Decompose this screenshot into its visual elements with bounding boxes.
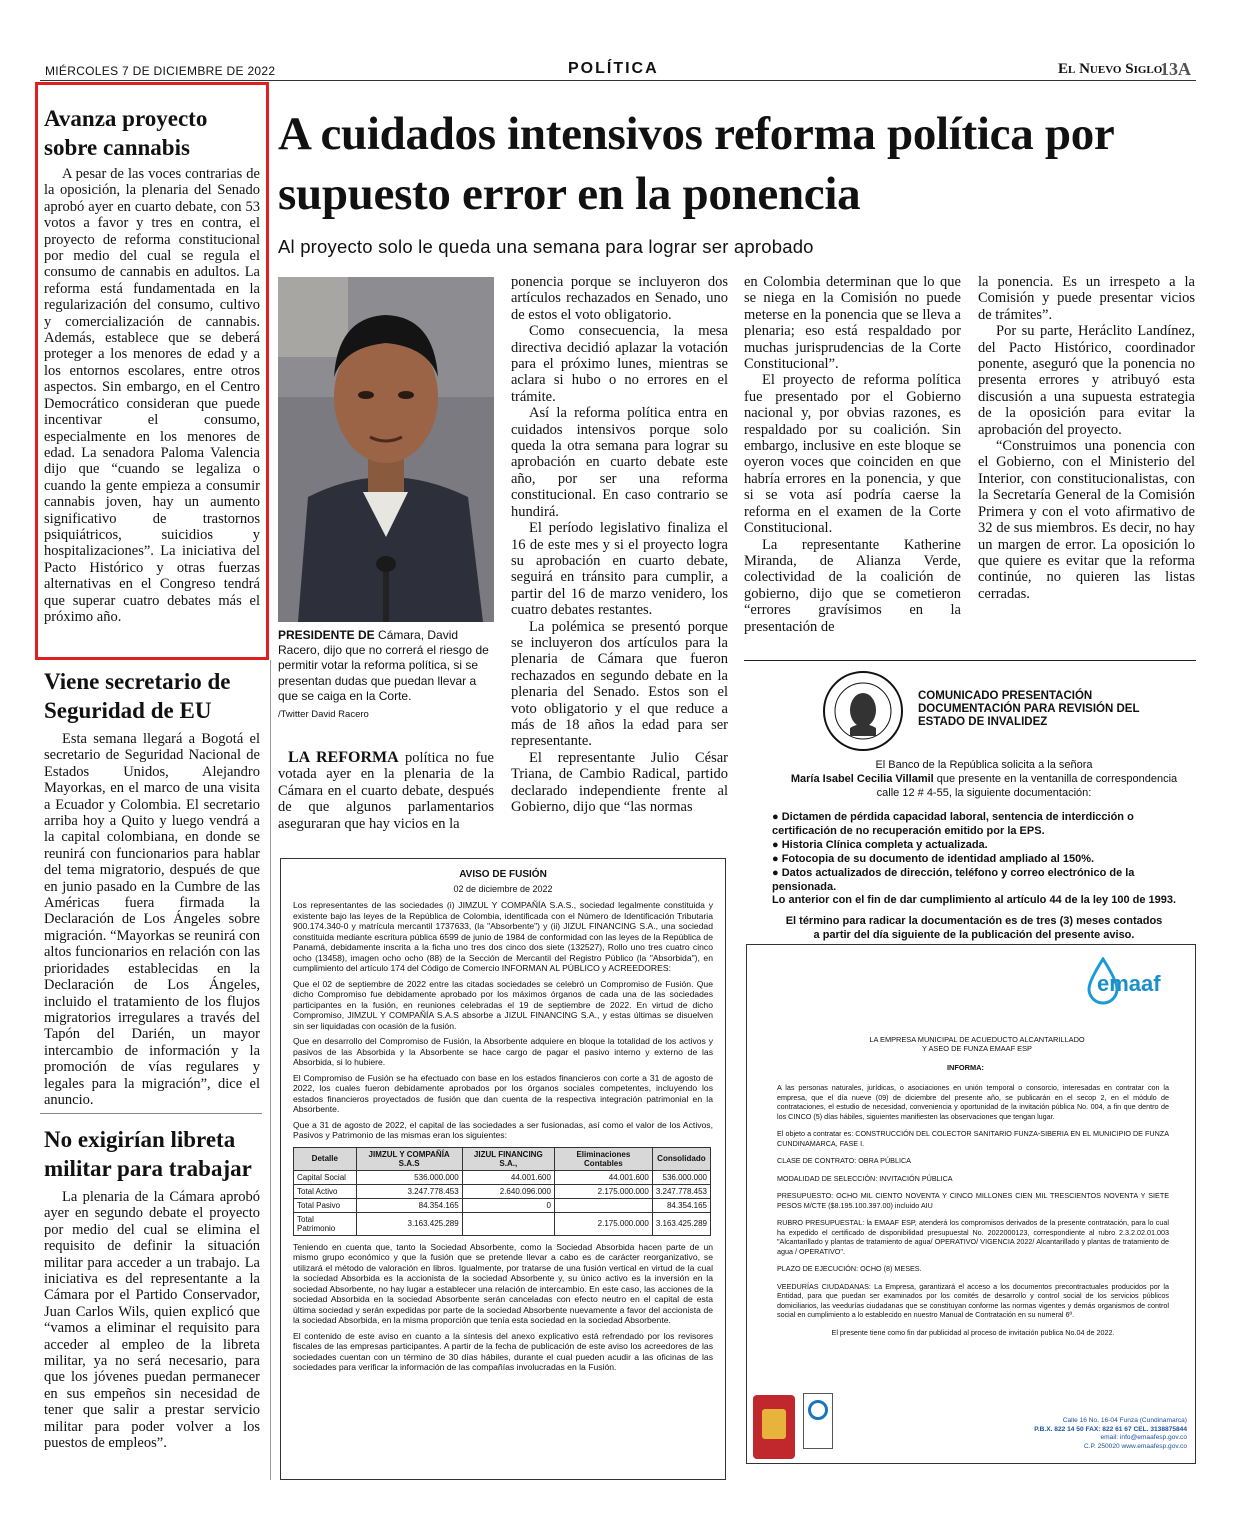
ad-paragraph: Que en desarrollo del Compromiso de Fusión, la Absorbente adquiere en bloque la totalidad de los activos y pasivos de las Absorbida y la Absorbente se hace cargo de pagar el pasivo interno y externo de las Absorbida, si lo hubiere. [293,1036,713,1067]
ad-aviso-fusion [280,858,726,1480]
photo-caption [278,628,494,722]
section-name: POLÍTICA [568,60,659,77]
banco-seal-icon [822,670,904,752]
header-rule [40,80,1196,81]
table-cell [554,1198,652,1212]
table-cell: 44.001.600 [462,1170,554,1184]
funza-shield-icon [753,1395,795,1459]
table-cell: 2.640.096.000 [462,1184,554,1198]
main-deck: Al proyecto solo le queda una semana para lograr ser aprobado [278,236,814,257]
table-row [294,1184,711,1198]
table-cell: 536.000.000 [356,1170,462,1184]
banco-intro [784,758,1184,800]
paragraph: Por su parte, Heráclito Landínez, del Pacto Histórico, coordinador ponente, aseguró que la ponencia no presenta errores y atribuyó esta discusión a una supuesta estrategia de la oposición para evitar la aprobación del proyecto. [978,323,1195,438]
caption-lead: PRESIDENTE DE [278,628,375,642]
caption-credit: /Twitter David Racero [278,709,369,721]
table-header: Eliminaciones Contables [554,1147,652,1170]
table-header: Consolidado [652,1147,710,1170]
ad-paragraph: Que a 31 de agosto de 2022, el capital de las sociedades a ser fusionadas, así como el valor de los Activos, Pasivos y Patrimonio de las mismas eran los siguientes: [293,1119,713,1140]
paragraph: El representante Julio César Triana, de Cambio Radical, partido declarado independiente frente al Gobierno, dijo que “las normas [511,749,728,815]
brief-body: Esta semana llegará a Bogotá el secretario de Seguridad Nacional de Estados Unidos, Alejandro Mayorkas, en el marco de una visita a Ecuador y Colombia. El secretario arriba hoy a Quito y luego vendrá a la capital colombiana, en donde se reunirá con funcionarios para hablar del tema migratorio, después de que en junio pasado en la Cumbre de las Américas fuera firmada la Declaración de Los Ángeles sobre migración. “Mayorkas se reunirá con altos funcionarios en relación con las prioridades establecidas en la Declaración de Los Ángeles, incluido el tratamiento de los flujos migratorios irregulares a través del Tapón del Darién, un mayor intercambio de información y la promoción de vías regulares y legales para la migración”, dice el anuncio. [44,731,260,1108]
article-col-4 [978,274,1195,602]
recipient-name: María Isabel Cecilia Villamil [790,773,934,785]
paragraph: “Construimos una ponencia con el Gobierno, con el Ministerio del Interior, con constitucionalistas, con la Secretaría General de la Comisión Primera y con el voto afirmativo de 32 de sus miembros. Es decir, no hay un margen de error. La oposición lo que quiere es evitar que la reforma continúe, no quieren las listas cerradas. [978,438,1195,602]
table-cell [462,1212,554,1235]
emaaf-org: LA EMPRESA MUNICIPAL DE ACUEDUCTO ALCANTARILLADO Y ASEO DE FUNZA EMAAF ESP [869,1035,1085,1053]
banco-title: COMUNICADO PRESENTACIÓN DOCUMENTACIÓN PARA REVISIÓN DEL ESTADO DE INVALIDEZ [918,690,1140,728]
ad-paragraph: RUBRO PRESUPUESTAL: la EMAAF ESP, atenderá los compromisos derivados de la presente contratación, para lo cual ha expedido el certificado de disponibilidad presupuestal No. 2022000123, correspondiente al rubro 2.3.2.02.01.003 "Alcantarillado y plantas de tratamiento de agua/ OPERATIVO/ VIGENCIA 2022/ Alcantarillado y plantas de tratamiento de agua / OPERATIVO". [777,1218,1169,1256]
ad-emaaf [746,944,1196,1464]
ad-paragraph: A las personas naturales, jurídicas, o asociaciones en unión temporal o consorcio, interesadas en contratar con la empresa, que el día nueve (09) de diciembre del presente año, se publicarán en el secop 2, en el módulo de contrataciones, el estudio de necesidad, conveniencia y oportunidad de la invitación pública No. 004, a fin que dentro de los CINCO (5) días hábiles, siguientes manifiesten las observaciones que tengan lugar. [777,1083,1169,1121]
table-cell: 44.001.600 [554,1170,652,1184]
brief-body: A pesar de las voces contrarias de la oposición, la plenaria del Senado aprobó ayer en cuarto debate, con 53 votos a favor y tres en contra, el proyecto de reforma constitucional por medio del cual se regula el consumo de cannabis en adultos. La reforma está fundamentada en la regularización del consumo, cultivo y comercialización de cannabis. Además, establece que se deberá proteger a los menores de edad y a los entornos escolares, entre otros aspectos. Sin embargo, en el Centro Democrático consideran que puede incentivar el consumo, especialmente en los menores de edad. La senadora Paloma Valencia dijo que “cuando se legaliza o cuando la gente empieza a consumir cannabis joven, hay un aumento significativo de trastornos psiquiátricos, suicidios y hospitalizaciones”. La iniciativa del Pacto Histórico y otras fuerzas alternativas en el Congreso tendrá que superar cuatro debates más el próximo año. [44,166,260,625]
table-row [294,1212,711,1235]
emaaf-body [777,1083,1169,1337]
brief-title: Viene secretario de Seguridad de EU [44,669,231,723]
paragraph: Como consecuencia, la mesa directiva decidió aplazar la votación para el próximo lunes, mientras se aclara si hubo o no errores en el trámite. [511,323,728,405]
table-cell: 84.354.165 [356,1198,462,1212]
ad-paragraph: Los representantes de las sociedades (i) JIMZUL Y COMPAÑÍA S.A.S., sociedad legalmente constituida y existente bajo las leyes de la República de Colombia, identificada con el Número de Identificación Tributaria 900.174.340-0 y matrícula mercantil 1737633, (la "Absorbente") y (ii) JIZUL FINANCING S.A., una sociedad constituida mediante escritura pública 6599 de junio de 1984 de conformidad con las leyes de la República de Panamá, debidamente inscrita a la ficha uno tres dos cinco dos siete (132527), Rollo uno tres cuatro cinco ocho (13458), imagen ocho ocho (88) de la Sección de Mercantil del Registro Público (la "Absorbida"), en cumplimiento del artículo 174 del Código de Comercio INFORMAN AL PÚBLICO y ACREEDORES: [293,900,713,973]
table-row [294,1198,711,1212]
brief-title: Avanza proyecto sobre cannabis [44,106,208,160]
ad-paragraph: PRESUPUESTO: OCHO MIL CIENTO NOVENTA Y CINCO MILLONES CIEN MIL TRESCIENTOS NOVENTA Y SIETE PESOS M/CTE ($8.195.100.397.00) incluido AIU [777,1191,1169,1210]
list-item: ● Fotocopia de su documento de identidad ampliado al 150%. [772,853,1095,865]
ad-banco-republica [744,664,1196,944]
table-cell: 84.354.165 [652,1198,710,1212]
iso-cert-icon [803,1393,833,1449]
page-number: 13A [1160,59,1191,79]
table-header: JIMZUL Y COMPAÑÍA S.A.S [356,1147,462,1170]
ad-paragraph: PLAZO DE EJECUCIÓN: OCHO (8) MESES. [777,1264,922,1273]
brief-security [44,667,260,1108]
table-header: JIZUL FINANCING S.A., [462,1147,554,1170]
ad-divider [744,660,1196,661]
list-item: ● Historia Clínica completa y actualizada. [772,839,988,851]
ad-date: 02 de diciembre de 2022 [453,884,553,894]
table-cell: 3.247.778.453 [652,1184,710,1198]
contact-line: Calle 16 No. 16-04 Funza (Cundinamarca) [1062,1417,1187,1424]
caption-text: Cámara, David Racero, dijo que no correrá el riesgo de permitir votar la reforma política, si se presentan dudas que puedan llevar a que se caiga en la Corte. [278,628,489,703]
ad-paragraph: MODALIDAD DE SELECCIÓN: INVITACIÓN PÚBLICA [777,1173,953,1183]
portrait-illustration [278,277,494,622]
article-col-2 [511,274,728,815]
table-header-row [294,1147,711,1170]
table-cell: Total Pasivo [294,1198,357,1212]
paragraph: La polémica se presentó porque se incluyeron dos artículos para la plenaria de Cámara que fueron rechazados en segundo debate en la plenaria del Senado. Estos son el voto obligatorio y el que reduce a más de 18 años la edad para ser representante. [511,618,728,750]
paragraph: la ponencia. Es un irrespeto a la Comisión y puede presentar vicios de trámites”. [978,274,1195,323]
paragraph: El período legislativo finaliza el 16 de este mes y si el proyecto logra su aprobación en cuarto debate, seguirá en tránsito para cumplir, a partir del 16 de marzo venidero, los cuatro debates restantes. [511,520,728,619]
ad-title: AVISO DE FUSIÓN [459,869,547,880]
banco-footer-1: Lo anterior con el fin de dar cumplimiento al artículo 44 de la ley 100 de 1993. [771,894,1177,906]
emaaf-logo-text: emaaf [1097,971,1161,996]
paragraph: El proyecto de reforma política fue presentado por el Gobierno nacional y, por obvias razones, es respaldado por su coalición. Sin embargo, inclusive en este bloque se oyeron voces que coinciden en que habría errores en la ponencia, y que si se vota así podría caerse la reforma en el examen de la Corte Constitucional. [744,372,961,537]
brief-military [44,1125,260,1452]
article-lead: LA REFORMA [288,749,399,766]
table-header: Detalle [294,1147,357,1170]
paragraph: en Colombia determinan que lo que se niega en la Comisión no puede meterse en la ponencia que se lleva a plenaria; eso está respaldado por muchas jurisprudencias de la Corte Constitucional”. [744,274,961,373]
article-col-3 [744,274,961,635]
ad-paragraph: Teniendo en cuenta que, tanto la Sociedad Absorbente, como la Sociedad Absorbida hacen parte de un mismo grupo económico y que la fusión que se pretende llevar a cabo es de carácter reorganizativo, se utilizará el método de valoración en libros. Igualmente, por tratarse de una fusión vertical en virtud de la cual la sociedad Absorbida es la accionista de la sociedad Absorbente y, su único activo es la inversión en la sociedad Absorbente, no hay lugar a establecer una relación de intercambio. En este caso, las acciones de la sociedad Absorbida en la sociedad Absorbente serán canceladas con efecto neutro en el capital de esta última sociedad y serán expedidas por parte de la sociedad Absorbente nuevamente a favor del accionista de la sociedad Absorbida, en la misma proporción que tenía esta sociedad en la sociedad Absorbente. [293,1241,713,1325]
ad-paragraph: CLASE DE CONTRATO: OBRA PÚBLICA [777,1156,911,1165]
paragraph: La representante Katherine Miranda, de Alianza Verde, colectividad de la coalición de gobierno, dijo que se cometieron “errores gravísimos en la presentación de [744,536,961,635]
article-col-1 [278,750,494,832]
paragraph: Así la reforma política entra en cuidados intensivos porque solo queda la otra semana para lograr su aprobación en cuarto debate este año, por ser una reforma constitucional. En caso contrario se hundirá. [511,405,728,520]
table-cell: 2.175.000.000 [554,1212,652,1235]
table-row [294,1170,711,1184]
contact-line: C.P. 250020 www.emaafesp.gov.co [1083,1442,1187,1450]
brief-cannabis [44,104,260,625]
intro-text: que presente en la ventanilla de correspondencia calle 12 # 4-55, la siguiente documentación: [876,773,1178,799]
newspaper-name: El Nuevo Siglo [1058,61,1163,77]
intro-text: El Banco de la República solicita a la señora [875,759,1093,771]
ad-paragraph: El objeto a contratar es: CONSTRUCCIÓN DEL COLECTOR SANITARIO FUNZA-SIBERIA EN EL MUNICIPIO DE FUNZA CUNDINAMARCA, FASE I. [777,1129,1169,1148]
ad-paragraph: El Compromiso de Fusión se ha efectuado con base en los estados financieros con corte a 31 de agosto de 2022, los cuales fueron debidamente aprobados por los órganos sociales competentes, incluyendo los estados financieros proyectados de fusión que dan cuenta de la respectiva integración patrimonial en la Absorbente. [293,1072,713,1114]
contact-line: P.B.X. 822 14 50 FAX: 822 61 67 CEL. 3138875844 [1034,1425,1187,1433]
ad-paragraph: Que el 02 de septiembre de 2022 entre las citadas sociedades se celebró un Compromiso de Fusión. Que dicho Compromiso fue debidamente aprobado por los máximos órganos de cada una de las sociedades participantes en la fusión, en reuniones celebradas el 19 de septiembre de 2022. En virtud de dicho Compromiso, JIMZUL Y COMPAÑÍA S.A.S absorbe a JIZUL FINANCING S.A., y estas últimas se disuelven sin ser liquidadas con ocasión de la fusión. [293,978,713,1031]
main-headline: A cuidados intensivos reforma política por supuesto error en la ponencia [278,108,1114,220]
ad-paragraph: El contenido de este aviso en cuanto a la síntesis del anexo explicativo está refrendado por los revisores fiscales de las empresas participantes. A partir de la fecha de publicación de este aviso los acreedores de las sociedades cuentan con un término de 30 días hábiles, durante el cual pueden acudir a las oficinas de las sociedades para verificar la información de las compañías involucradas en la Fusión. [293,1330,713,1372]
table-cell: 0 [462,1198,554,1212]
table-cell: Total Activo [294,1184,357,1198]
seal-text [822,670,904,752]
contact-line: email: info@emaafesp.gov.co [1100,1434,1187,1442]
table-cell: 3.163.425.289 [652,1212,710,1235]
emaaf-contact [947,1417,1187,1451]
page-date: MIÉRCOLES 7 DE DICIEMBRE DE 2022 [45,64,276,78]
ad-paragraph: VEEDURÍAS CIUDADANAS: La Empresa, garantizará el acceso a los documentos precontractuales producidos por la Entidad, para que puedan ser examinados por los comités de desarrollo y control social de los servicios públicos domiciliarios, las veedurías ciudadanas que se constituyan conforme las normas vigentes y demás organismos de control social en cumplimiento a lo establecido en nuestro Manual de Contratación en su numeral 6º. [777,1281,1169,1319]
table-cell: 536.000.000 [652,1170,710,1184]
emaaf-informa: INFORMA: [947,1063,984,1072]
brief-body: La plenaria de la Cámara aprobó ayer en segundo debate el proyecto por medio del cual se elimina el requisito de definir la situación militar para acceder a un trabajo. La iniciativa es del representante a la Cámara por el Partido Conservador, Juan Carlos Wils, quien explicó que “vamos a eliminar el requisito para acceder al empleo de la libreta militar, ya no será necesario, para que los jóvenes puedan permanecer en sus empeños sin necesidad de tener que salir a prestar servicio militar para poder volver a los puestos de empleos”. [44,1189,260,1452]
fusion-table [293,1147,711,1236]
table-cell: 3.247.778.453 [356,1184,462,1198]
brief-divider [40,1113,262,1114]
table-cell: 2.175.000.000 [554,1184,652,1198]
paragraph: ponencia porque se incluyeron dos artículos rechazados en Senado, uno de estos el voto obligatorio. [511,274,728,323]
banco-footer-2: El término para radicar la documentación es de tres (3) meses contados a partir del día siguiente de la publicación del presente aviso. [785,915,1163,941]
table-cell: 3.163.425.289 [356,1212,462,1235]
table-cell: Total Patrimonio [294,1212,357,1235]
article-text: política no fue votada ayer en la plenaria de la Cámara en el cuarto debate, después de que algunos parlamentarios aseguraran que hay vicios en la [278,750,494,832]
ad-paragraph: El presente tiene como fin dar publicidad al proceso de invitación publica No.04 de 2022. [831,1327,1115,1337]
list-item: ● Datos actualizados de dirección, teléfono y correo electrónico de la pensionada. [772,867,1135,893]
list-item: ● Dictamen de pérdida capacidad laboral, sentencia de interdicción o certificación de no recuperación emitido por la EPS. [772,811,1134,837]
column-rule [270,660,271,1480]
photo-david-racero [278,277,494,622]
emaaf-logo [1083,957,1183,1007]
banco-list [772,810,1192,894]
table-cell: Capital Social [294,1170,357,1184]
brief-title: No exigirían libreta militar para trabajar [44,1127,252,1181]
